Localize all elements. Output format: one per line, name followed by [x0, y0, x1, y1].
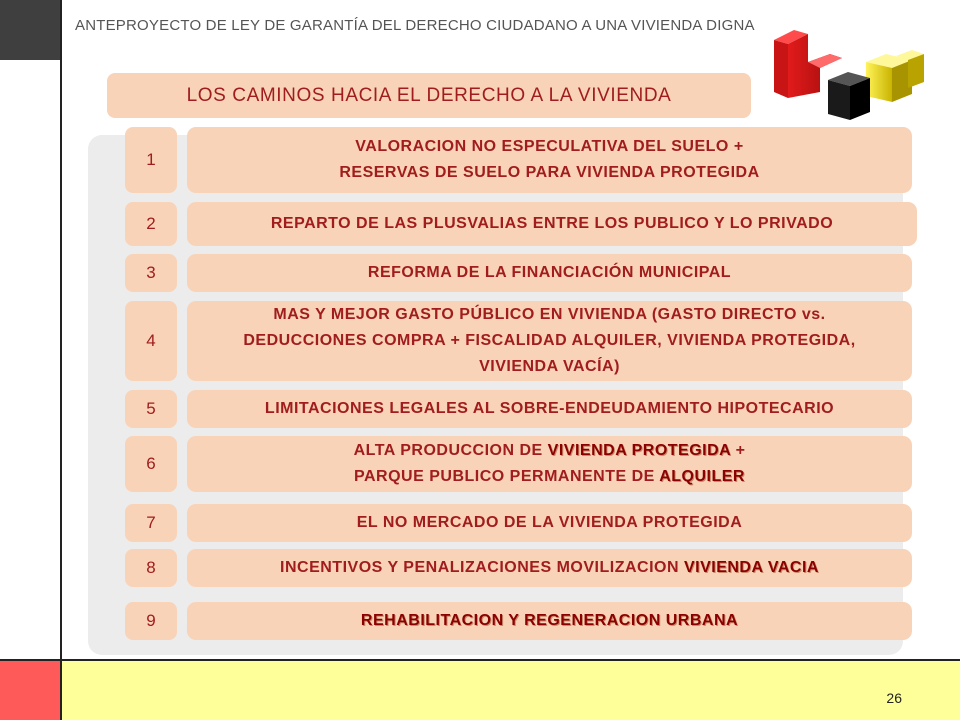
left-rule [60, 0, 62, 720]
step-6-line-1-suffix: + [730, 442, 746, 459]
step-bar-3 [187, 254, 912, 292]
corner-block-red [0, 661, 60, 720]
step-1-line-2: RESERVAS DE SUELO PARA VIVIENDA PROTEGIDA [339, 164, 760, 181]
step-number-2: 2 [125, 202, 177, 246]
page-title: LOS CAMINOS HACIA EL DERECHO A LA VIVIENDA [107, 73, 751, 118]
stacked-blocks-logo-icon [772, 22, 932, 132]
step-4-text: MAS Y MEJOR GASTO PÚBLICO EN VIVIENDA (GASTO DIRECTO vs. DEDUCCIONES COMPRA + FISCALIDAD ALQUILER, VIVIENDA PROTEGIDA, VIVIENDA VACÍA) [243, 306, 856, 375]
document-header: ANTEPROYECTO DE LEY DE GARANTÍA DEL DERECHO CIUDADANO A UNA VIVIENDA DIGNA [75, 17, 755, 34]
step-number-4: 4 [125, 301, 177, 381]
step-2-text: REPARTO DE LAS PLUSVALIAS ENTRE LOS PUBLICO Y LO PRIVADO [270, 215, 834, 232]
step-3-text: REFORMA DE LA FINANCIACIÓN MUNICIPAL [367, 264, 732, 281]
step-number-3: 3 [125, 254, 177, 292]
step-number-6: 6 [125, 436, 177, 492]
footer-band [62, 661, 960, 720]
step-bar-9 [187, 602, 912, 640]
step-number-7: 7 [125, 504, 177, 542]
step-9-highlight: REHABILITACION Y REGENERACION URBANA [360, 612, 739, 629]
page-number: 26 [886, 690, 902, 706]
step-7-text: EL NO MERCADO DE LA VIVIENDA PROTEGIDA [356, 514, 743, 531]
step-number-9: 9 [125, 602, 177, 640]
step-6-line-2-text: PARQUE PUBLICO PERMANENTE DE [354, 468, 660, 485]
corner-block-dark [0, 0, 60, 60]
step-bar-8 [187, 549, 912, 587]
step-number-8: 8 [125, 549, 177, 587]
step-6-line-1-highlight: VIVIENDA PROTEGIDA [547, 442, 731, 459]
step-bar-6 [187, 436, 912, 492]
step-bar-2 [187, 202, 917, 246]
step-5-text: LIMITACIONES LEGALES AL SOBRE-ENDEUDAMIENTO HIPOTECARIO [264, 400, 835, 417]
step-6-line-1-text: ALTA PRODUCCION DE [353, 442, 548, 459]
step-6-line-2-highlight: ALQUILER [659, 468, 745, 485]
step-8-text: INCENTIVOS Y PENALIZACIONES MOVILIZACION [280, 559, 684, 576]
step-bar-5 [187, 390, 912, 428]
step-8-highlight: VIVIENDA VACIA [683, 559, 819, 576]
step-number-5: 5 [125, 390, 177, 428]
step-bar-7 [187, 504, 912, 542]
step-bar-1 [187, 127, 912, 193]
step-1-line-1: VALORACION NO ESPECULATIVA DEL SUELO + [355, 138, 744, 155]
step-bar-4 [187, 301, 912, 381]
step-number-1: 1 [125, 127, 177, 193]
